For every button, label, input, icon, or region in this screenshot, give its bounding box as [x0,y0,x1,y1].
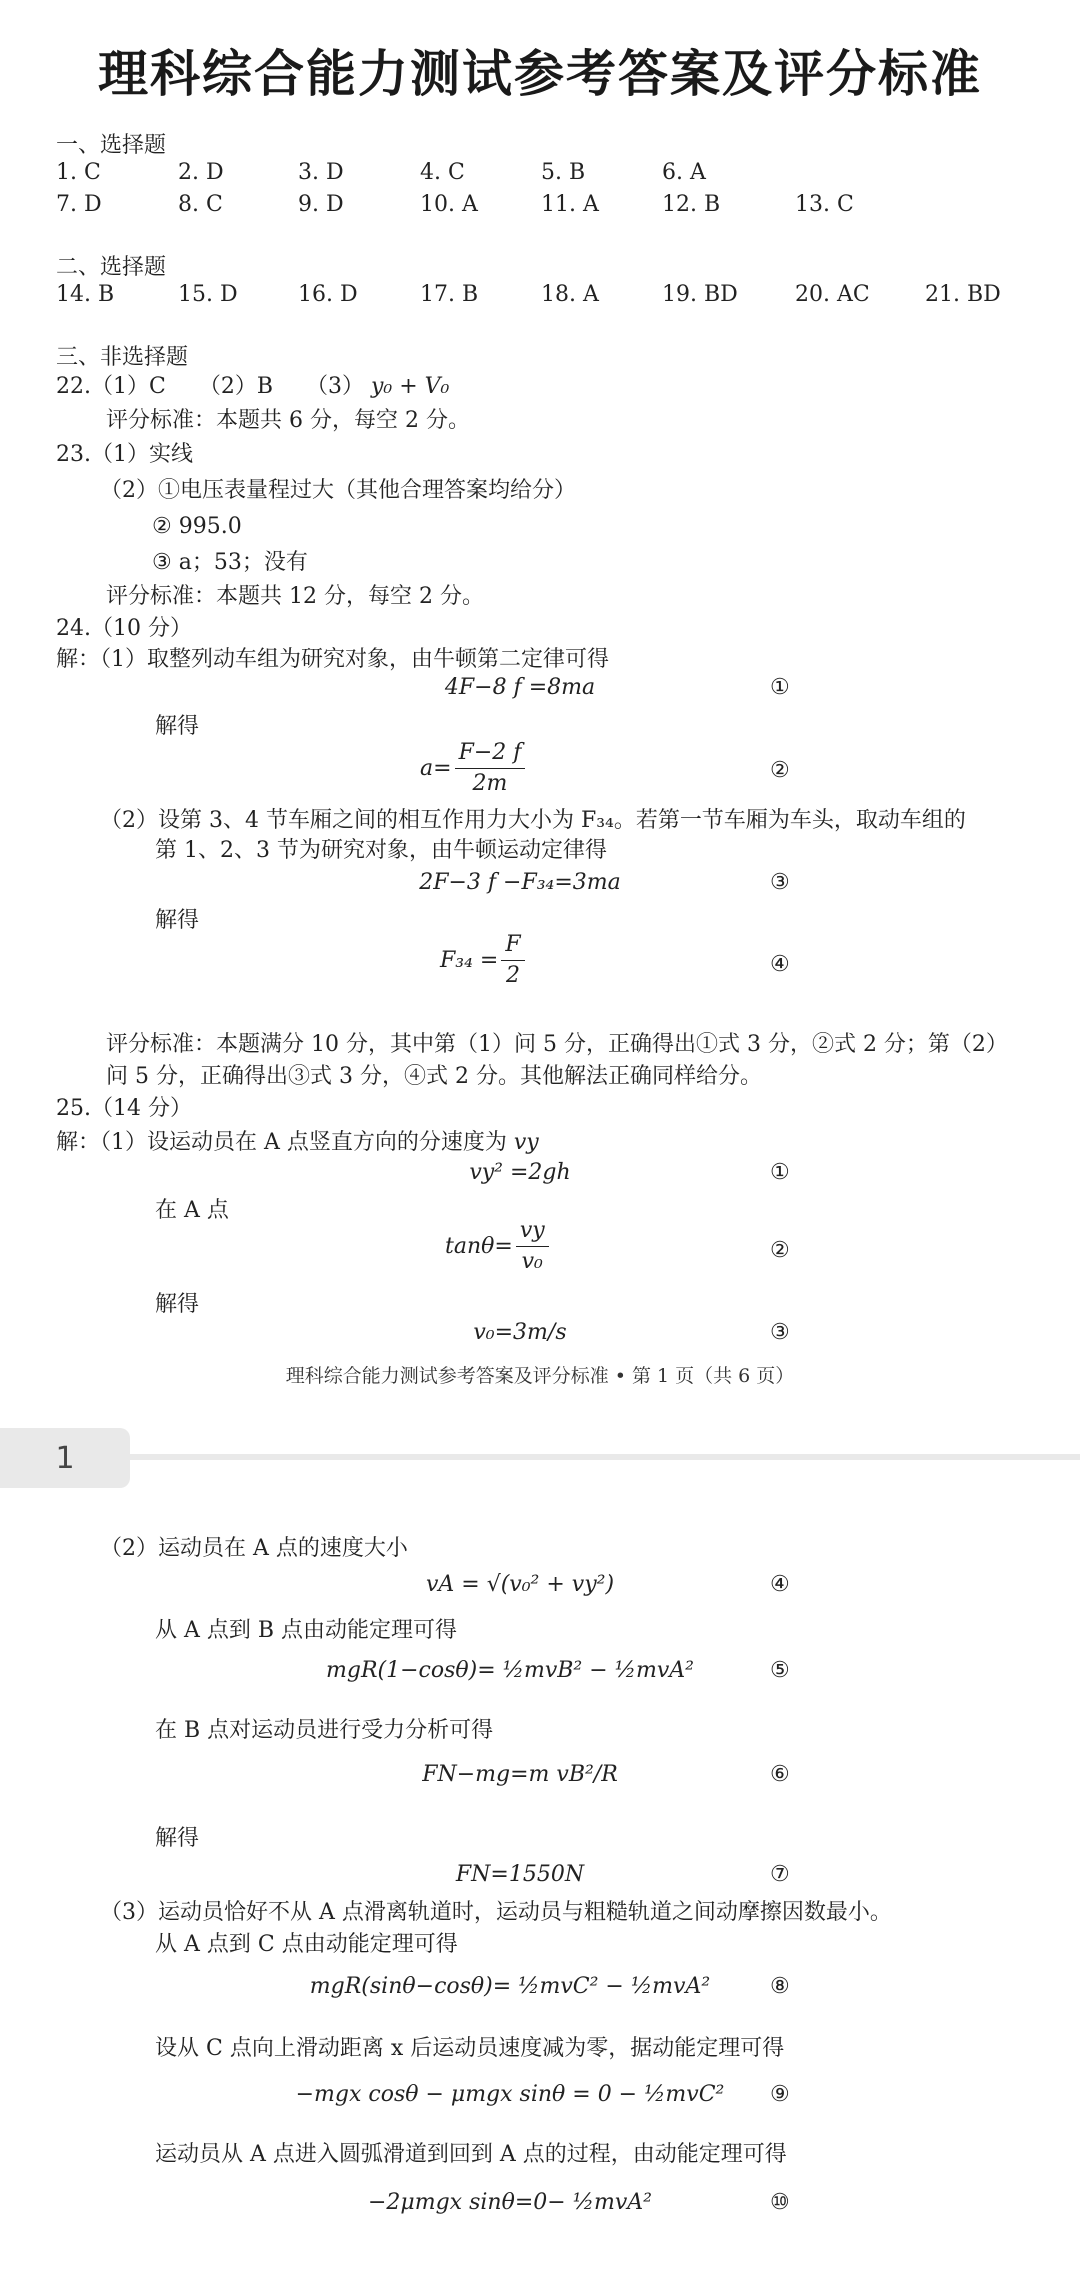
eq-mark: ④ [770,1572,790,1597]
q25-eq9: −mgx cosθ − μmgx sinθ = 0 − ½mvC² [295,2082,725,2107]
q22-expr: y₀ + V₀ [370,374,450,399]
q24-eq1: 4F−8 f =8ma [444,675,596,700]
q24-score1: 评分标准：本题满分 10 分，其中第（1）问 5 分，正确得出①式 3 分，②式 2 分；第（2） [106,1032,1008,1057]
q25-eq1: vy² =2gh [469,1160,571,1185]
q25-eq6: FN−mg=m vB²/R [422,1762,618,1787]
q25-eq3: v₀=3m/s [473,1320,567,1345]
eq-mark: ⑧ [770,1974,790,1999]
q23-line3: ② 995.0 [152,514,242,539]
eq2-fraction [455,738,526,799]
eq-mark: ⑨ [770,2082,790,2107]
section3-heading: 三、非选择题 [56,345,189,370]
q22-line: 22.（1）C （2）B （3） [56,374,364,399]
eq-mark: ③ [770,1320,790,1345]
answer-item: 4. C [420,160,465,185]
q23-line2: （2）①电压表量程过大（其他合理答案均给分） [100,478,576,503]
q25-eq2-denominator: v₀ [521,1249,543,1274]
answer-item: 12. B [662,192,721,217]
answer-item: 18. A [541,282,599,307]
jiede-label: 解得 [155,714,200,739]
q22-answers [56,372,449,402]
q25-eq2-numerator: vy [516,1216,549,1247]
q25-eq7: FN=1550N [455,1862,585,1887]
q25-part2: （2）运动员在 A 点的速度大小 [100,1536,408,1561]
q25-part4: 在 B 点对运动员进行受力分析可得 [155,1718,494,1743]
q25-head: 25.（14 分） [56,1096,192,1121]
q25-part1-text: 解：（1）设运动员在 A 点竖直方向的分速度为 [56,1130,507,1155]
answer-item: 17. B [420,282,479,307]
q24-score2: 问 5 分，正确得出③式 3 分，④式 2 分。其他解法正确同样给分。 [106,1064,762,1089]
eq-mark: ② [770,758,790,783]
answer-item: 5. B [541,160,586,185]
page-number-tab: 1 [0,1428,130,1488]
q24-eq3: 2F−3 f −F₃₄=3ma [419,870,621,895]
eq-mark: ② [770,1238,790,1263]
q23-line4: ③ a；53；没有 [152,550,308,575]
q25-eq2-lhs: tanθ= [445,1234,513,1259]
answer-item: 3. D [298,160,344,185]
eq-mark: ③ [770,870,790,895]
q25-part1 [56,1128,539,1158]
jiede-label: 解得 [155,1292,200,1317]
answer-item: 1. C [56,160,101,185]
answer-item: 11. A [541,192,599,217]
q25-part3: 从 A 点到 B 点由动能定理可得 [155,1618,458,1643]
answer-item: 10. A [420,192,478,217]
jiede-label: 解得 [155,1826,200,1851]
page-divider-line [130,1454,1080,1460]
eq-mark: ⑦ [770,1862,790,1887]
q24-eq2 [420,738,528,799]
eq4-lhs: F₃₄ = [440,948,499,973]
eq-mark: ① [770,1160,790,1185]
eq4-denominator: 2 [505,963,520,988]
q23-line1: 23.（1）实线 [56,442,193,467]
answer-page-2 [0,1490,1080,2274]
q24-head: 24.（10 分） [56,616,192,641]
answer-item: 8. C [178,192,223,217]
q25-part8: 运动员从 A 点进入圆弧滑道到回到 A 点的过程，由动能定理可得 [155,2142,787,2167]
answer-item: 21. BD [925,282,1001,307]
eq-mark: ⑤ [770,1658,790,1683]
eq4-fraction [501,930,524,991]
q25-eq5: mgR(1−cosθ)= ½mvB² − ½mvA² [326,1658,694,1683]
at-a-label: 在 A 点 [155,1198,229,1223]
answer-item: 20. AC [795,282,870,307]
eq-mark: ⑥ [770,1762,790,1787]
q24-eq4 [440,930,528,991]
answer-item: 16. D [298,282,358,307]
q23-score: 评分标准：本题共 12 分，每空 2 分。 [106,584,484,609]
jiede-label: 解得 [155,908,200,933]
q25-part6: 从 A 点到 C 点由动能定理可得 [155,1932,458,1957]
answer-item: 13. C [795,192,854,217]
eq-mark: ① [770,675,790,700]
answer-item: 2. D [178,160,224,185]
eq2-lhs: a= [420,756,452,781]
answer-item: 6. A [662,160,706,185]
eq2-denominator: 2m [472,771,508,796]
q24-part2a: （2）设第 3、4 节车厢之间的相互作用力大小为 F₃₄。若第一节车厢为车头，取动车组的 [100,808,966,833]
q25-eq4: vA = √(v₀² + vy²) [425,1572,615,1597]
q22-score: 评分标准：本题共 6 分，每空 2 分。 [106,408,470,433]
page-footer: 理科综合能力测试参考答案及评分标准 • 第 1 页（共 6 页） [285,1365,795,1387]
answer-item: 19. BD [662,282,738,307]
eq-mark: ⑩ [770,2190,790,2215]
page-title: 理科综合能力测试参考答案及评分标准 [98,44,982,103]
answer-item: 15. D [178,282,238,307]
q25-eq8: mgR(sinθ−cosθ)= ½mvC² − ½mvA² [309,1974,711,1999]
answer-item: 7. D [56,192,102,217]
q24-part2b: 第 1、2、3 节为研究对象，由牛顿运动定律得 [155,838,607,863]
q24-part1: 解：（1）取整列动车组为研究对象，由牛顿第二定律可得 [56,647,609,672]
answer-item: 14. B [56,282,115,307]
q25-part1-var: vy [513,1130,539,1155]
eq-mark: ④ [770,952,790,977]
eq2-numerator: F−2 f [455,738,526,769]
section2-heading: 二、选择题 [56,255,167,280]
q25-part5: （3）运动员恰好不从 A 点滑离轨道时，运动员与粗糙轨道之间动摩擦因数最小。 [100,1900,892,1925]
q25-part7: 设从 C 点向上滑动距离 x 后运动员速度减为零，据动能定理可得 [155,2036,785,2061]
q25-eq10: −2μmgx sinθ=0− ½mvA² [368,2190,652,2215]
eq4-numerator: F [501,930,524,961]
answer-item: 9. D [298,192,344,217]
section1-heading: 一、选择题 [56,133,167,158]
